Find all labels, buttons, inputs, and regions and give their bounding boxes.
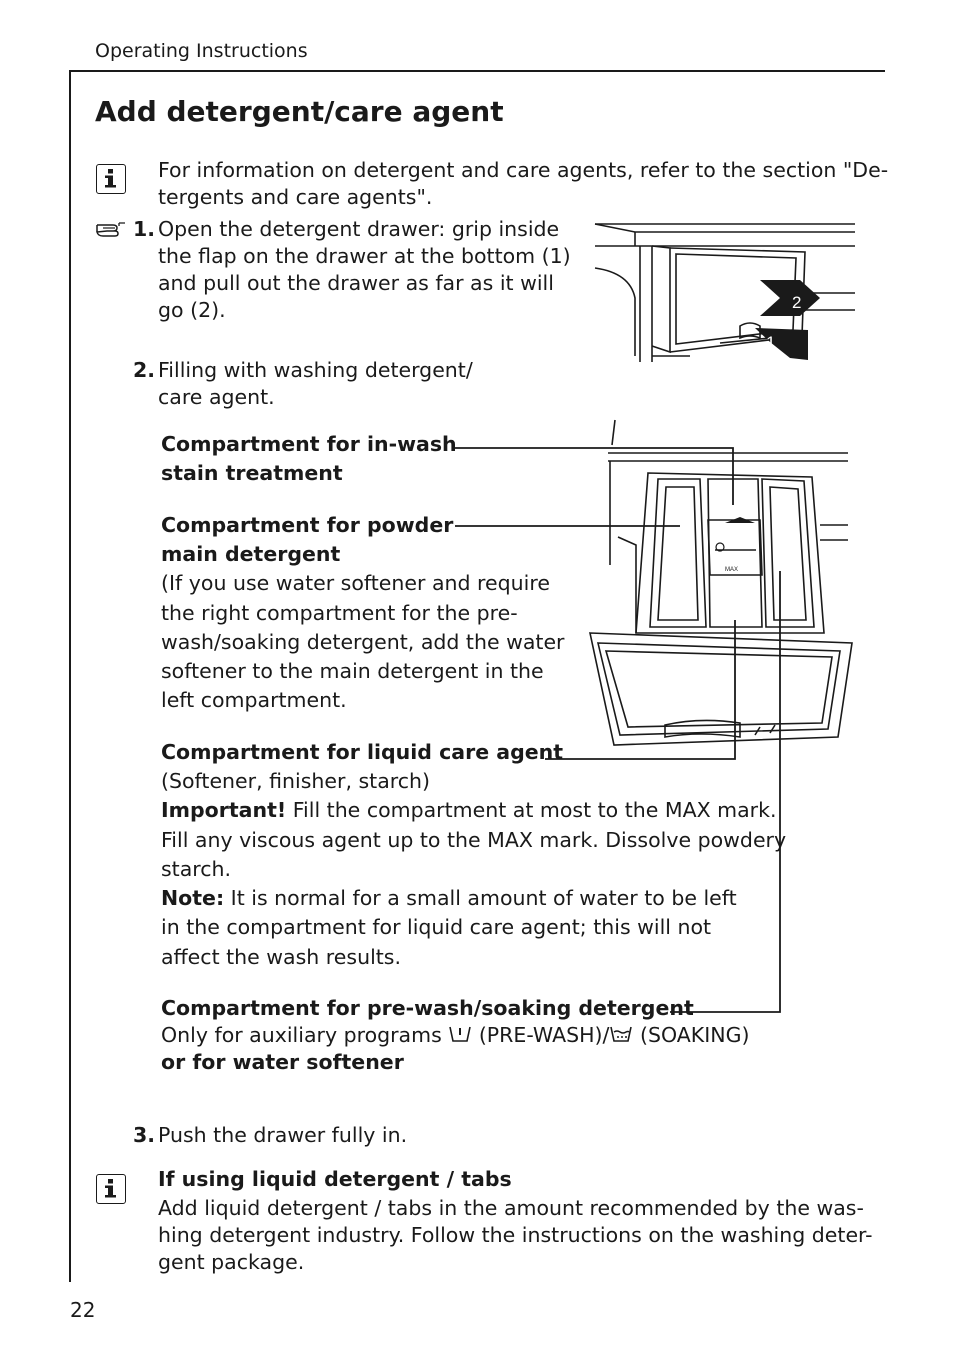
compartment-heading: Compartment for in-wash — [161, 432, 457, 456]
compartment-heading: stain treatment — [161, 461, 343, 485]
header-rule — [69, 70, 885, 72]
compartment-note: starch. — [161, 857, 232, 881]
compartment-heading: Compartment for powder — [161, 513, 454, 537]
note-label: Note: — [161, 886, 225, 910]
prewash-symbol-icon — [448, 1024, 472, 1051]
important-label: Important! — [161, 798, 287, 822]
compartment-note: wash/soaking detergent, add the water — [161, 630, 565, 654]
compartment-note: the right compartment for the pre- — [161, 601, 518, 625]
programs-line — [161, 1022, 750, 1051]
arrow-label-2: 2 — [792, 293, 802, 312]
compartment-note: Fill any viscous agent up to the MAX mark. Dissolve powdery — [161, 828, 787, 852]
info-text-line: For information on detergent and care agents, refer to the section "De- — [158, 158, 889, 182]
compartment-heading: main detergent — [161, 542, 341, 566]
info-text-line: gent package. — [158, 1250, 305, 1274]
margin-rule — [69, 70, 71, 1282]
compartment-note: softener to the main detergent in the — [161, 659, 544, 683]
step-text-line: Push the drawer fully in. — [158, 1123, 408, 1147]
compartment-note: left compartment. — [161, 688, 347, 712]
programs-text: Only for auxiliary programs — [161, 1023, 449, 1047]
step-text-line: Filling with washing detergent/ — [158, 358, 473, 382]
compartment-note: affect the wash results. — [161, 945, 401, 969]
info-text-line: hing detergent industry. Follow the instructions on the washing deter- — [158, 1223, 873, 1247]
running-header: Operating Instructions — [95, 40, 308, 62]
step-text-line: Open the detergent drawer: grip inside — [158, 217, 560, 241]
important-text: Fill the compartment at most to the MAX mark. — [286, 798, 777, 822]
soaking-text: (SOAKING) — [633, 1023, 750, 1047]
info-heading: If using liquid detergent / tabs — [158, 1167, 512, 1191]
page-number: 22 — [70, 1298, 96, 1322]
compartment-note: in the compartment for liquid care agent; this will not — [161, 915, 712, 939]
soaking-symbol-icon — [609, 1024, 633, 1051]
step-text-line: the flap on the drawer at the bottom (1) — [158, 244, 571, 268]
important-line — [161, 797, 777, 824]
compartment-heading: or for water softener — [161, 1050, 404, 1074]
note-line — [161, 885, 737, 912]
info-icon — [96, 164, 126, 194]
pointing-hand-icon — [95, 219, 127, 243]
step-text-line: go (2). — [158, 298, 226, 322]
step-text-line: care agent. — [158, 385, 275, 409]
info-text-line: Add liquid detergent / tabs in the amount recommended by the was- — [158, 1196, 864, 1220]
compartment-note: (If you use water softener and require — [161, 571, 550, 595]
page-title: Add detergent/care agent — [95, 95, 504, 128]
note-text: It is normal for a small amount of water to be left — [224, 886, 737, 910]
prewash-text: (PRE-WASH)/ — [472, 1023, 610, 1047]
compartment-heading: Compartment for pre-wash/soaking detergent — [161, 996, 694, 1020]
max-mark-label: MAX — [725, 567, 739, 573]
step-number: 3. — [133, 1123, 156, 1147]
arrow-label-1: 1 — [766, 333, 776, 352]
compartment-heading: Compartment for liquid care agent — [161, 740, 564, 764]
info-icon — [96, 1174, 126, 1204]
drawer-opening-illustration — [590, 218, 860, 366]
step-text-line: and pull out the drawer as far as it will — [158, 271, 554, 295]
step-number: 1. — [133, 217, 156, 241]
info-text-line: tergents and care agents". — [158, 185, 433, 209]
step-number: 2. — [133, 358, 156, 382]
compartment-note: (Softener, finisher, starch) — [161, 769, 430, 793]
